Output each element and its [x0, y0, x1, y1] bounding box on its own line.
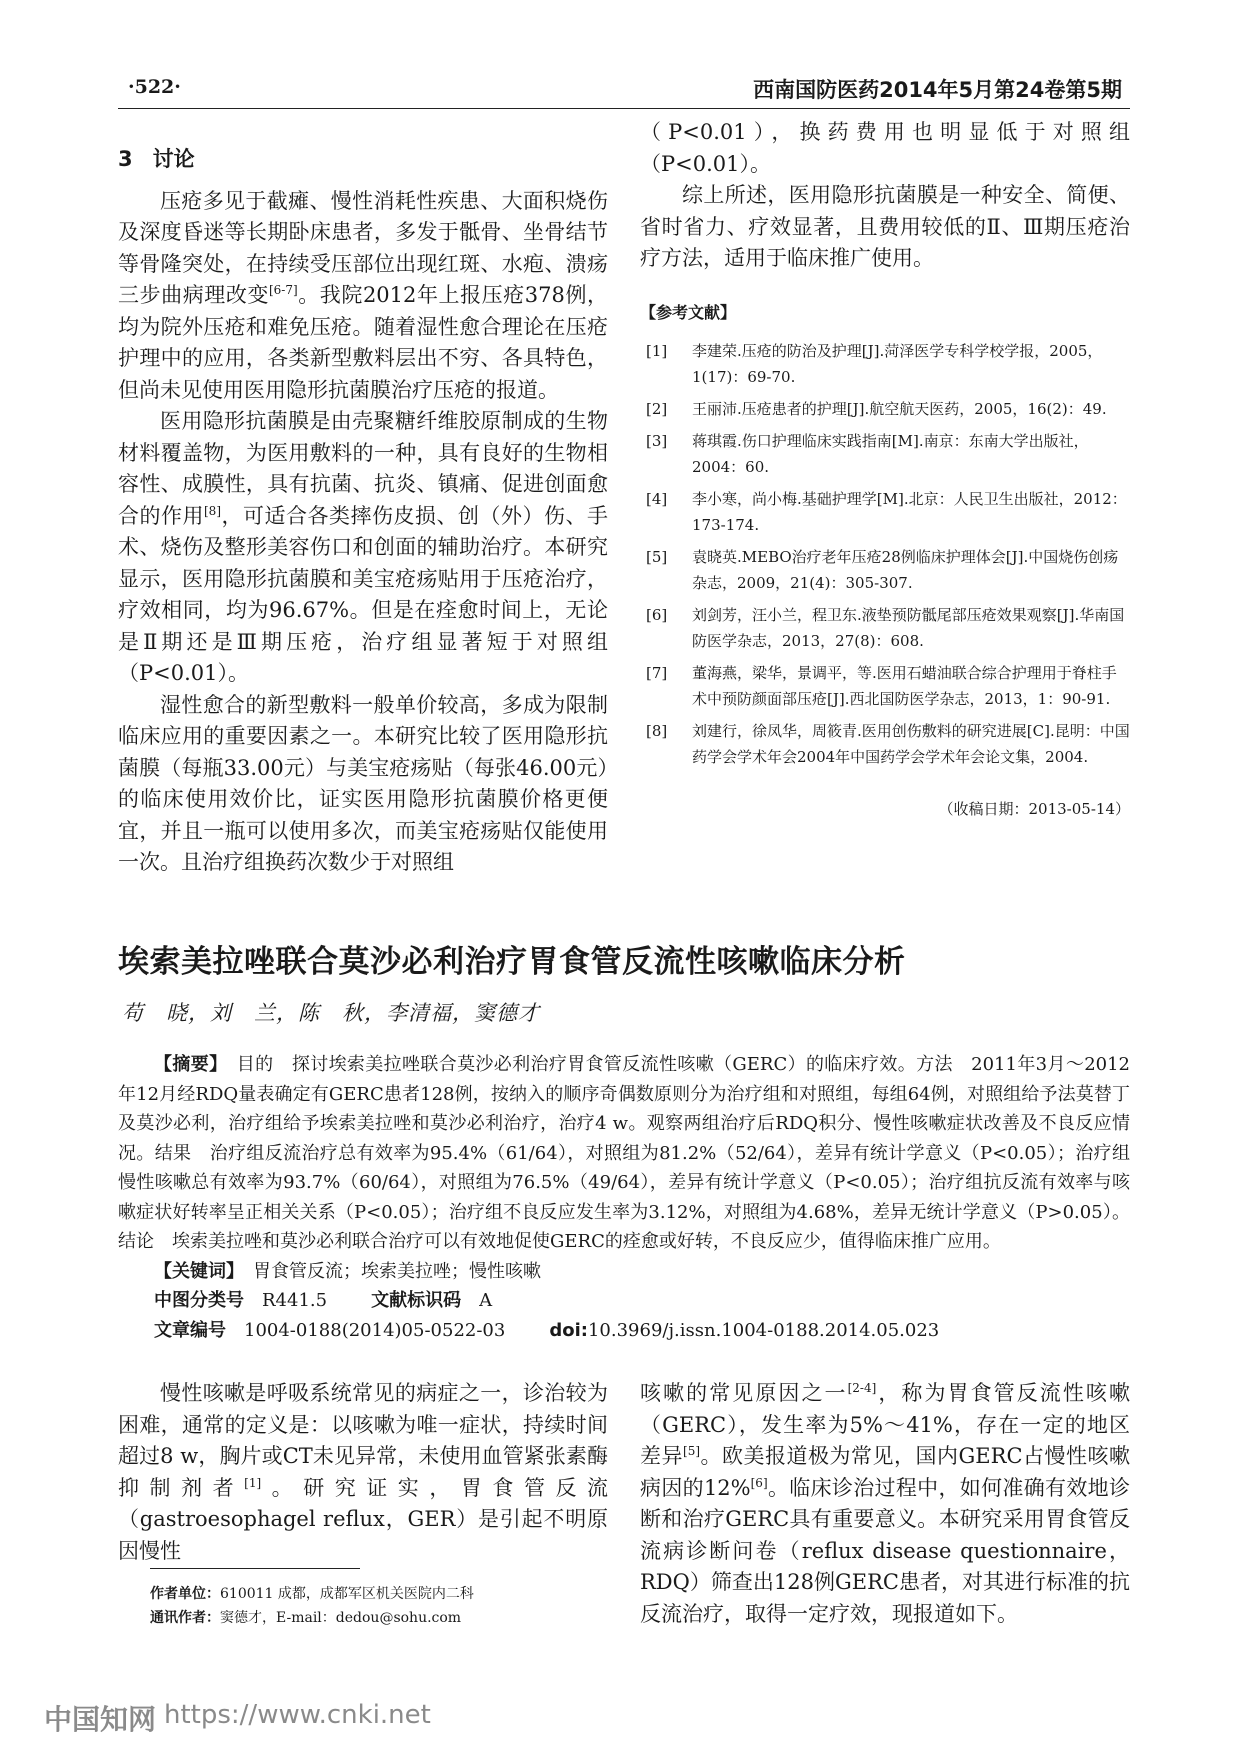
- abstract-text: 目的 探讨埃索美拉唑联合莫沙必利治疗胃食管反流性咳嗽（GERC）的临床疗效。方法 2011年3月～2012年12月经RDQ量表确定有GERC患者128例，按纳入的顺序奇偶数原则分为治疗组和对照组，每组64例，对照组给予法莫替丁及莫沙必利，治疗组给予埃索美拉唑和莫沙必利治疗，治疗4 w。观察两组治疗后RDQ积分、慢性咳嗽症状改善及不良反应情况。结果 治疗组反流治疗总有效率为95.4%（61/64），对照组为81.2%（52/64），差异有统计学意义（P<0.05）；治疗组慢性咳嗽总有效率为93.7%（60/64），对照组为76.5%（49/64），差异有统计学意义（P<0.05）；治疗组抗反流有效率与咳嗽症状好转率呈正相关关系（P<0.05）；治疗组不良反应发生率为3.12%，对照组为4.68%，差异无统计学意义（P>0.05）。结论 埃索美拉唑和莫沙必利联合治疗可以有效地促使GERC的痊愈或好转，不良反应少，值得临床推广应用。: [118, 1054, 1131, 1252]
- footnote-divider: [150, 1568, 360, 1569]
- citation: [1]: [244, 1475, 262, 1490]
- reference-item: [6] 刘剑芳，汪小兰，程卫东.液垫预防骶尾部压疮效果观察[J].华南国防医学杂志，2013，27(8)：608.: [646, 606, 1125, 650]
- paragraph: 医用隐形抗菌膜是由壳聚糖纤维胶原制成的生物材料覆盖物，为医用敷料的一种，具有良好的生物相容性、成膜性，具有抗菌、抗炎、镇痛、促进创面愈合的作用[8]，可适合各类摔伤皮损、创（外）伤、手术、烧伤及整形美容伤口和创面的辅助治疗。本研究显示，医用隐形抗菌膜和美宝疮疡贴用于压疮治疗，疗效相同，均为96.67%。但是在痊愈时间上，无论是Ⅱ期还是Ⅲ期压疮，治疗组显著短于对照组（P<0.01）。: [118, 409, 608, 685]
- classification-line: 中图分类号 R441.5 文献标识码 A: [154, 1290, 493, 1311]
- discussion-column-right: [640, 117, 1130, 826]
- doi: 10.3969/j.issn.1004-0188.2014.05.023: [587, 1319, 940, 1341]
- corresponding-author: 通讯作者：窦德才，E-mail：dedou@sohu.com: [150, 1610, 462, 1626]
- reference-item: [1] 李建荣.压疮的防治及护理[J].菏泽医学专科学校学报，2005，1(17)：69-70.: [646, 342, 1103, 386]
- section-heading: [118, 144, 608, 176]
- page-number: ·522·: [128, 76, 181, 98]
- abstract-label: 【摘要】: [154, 1054, 219, 1075]
- header-divider: [118, 108, 1130, 109]
- affiliation: 作者单位：610011 成都，成都军区机关医院内二科: [150, 1586, 474, 1602]
- running-header: [118, 74, 1130, 108]
- document-code: A: [479, 1290, 493, 1311]
- article-authors: 苟 晓，刘 兰，陈 秋，李清福，窦德才: [122, 1001, 540, 1025]
- intro-column-left: [118, 1378, 608, 1567]
- reference-item: [5] 袁晓英.MEBO治疗老年压疮28例临床护理体会[J].中国烧伤创疡杂志，2009，21(4)：305-307.: [646, 548, 1119, 592]
- paragraph: 慢性咳嗽是呼吸系统常见的病症之一，诊治较为困难，通常的定义是：以咳嗽为唯一症状，持续时间超过8 w，胸片或CT未见异常，未使用血管紧张素酶抑制剂者[1]。研究证实，胃食管反流（gastroesophagel reflux，GER）是引起不明原因慢性: [118, 1381, 609, 1563]
- reference-item: [3] 蒋琪霞.伤口护理临床实践指南[M].南京：东南大学出版社，2004：60.: [646, 432, 1089, 476]
- cnki-url: https://www.cnki.net: [164, 1700, 431, 1730]
- discussion-column-left: [118, 144, 608, 879]
- reference-item: [7] 董海燕，梁华，景调平，等.医用石蜡油联合综合护理用于脊柱手术中预防颜面部压疮[J].西北国防医学杂志，2013，1：90-91.: [646, 664, 1117, 708]
- keywords-line: 【关键词】 胃食管反流；埃索美拉唑；慢性咳嗽: [154, 1260, 541, 1282]
- paragraph-continued: （P<0.01），换药费用也明显低于对照组（P<0.01）。: [640, 120, 1130, 176]
- reference-item: [2] 王丽沛.压疮患者的护理[J].航空航天医药，2005，16(2)：49.: [646, 400, 1107, 418]
- paragraph: 综上所述，医用隐形抗菌膜是一种安全、简便、省时省力、疗效显著，且费用较低的Ⅱ、Ⅲ期压疮治疗方法，适用于临床推广使用。: [640, 183, 1130, 270]
- citation: [6]: [750, 1475, 768, 1490]
- section-number: 3: [118, 147, 133, 171]
- intro-column-right: [640, 1378, 1130, 1630]
- keywords: 胃食管反流；埃索美拉唑；慢性咳嗽: [253, 1260, 541, 1282]
- paragraph-continued: 咳嗽的常见原因之一[2-4]，称为胃食管反流性咳嗽（GERC），发生率为5%～41%，存在一定的地区差异[5]。欧美报道极为常见，国内GERC占慢性咳嗽病因的12%[6]。临床诊治过程中，如何准确有效地诊断和治疗GERC具有重要意义。本研究采用胃食管反流病诊断问卷（reflux disease questionnaire，RDQ）筛查出128例GERC患者，对其进行标准的抗反流治疗，取得一定疗效，现报道如下。: [640, 1381, 1131, 1626]
- citation: [2-4]: [847, 1381, 877, 1395]
- section-title: 讨论: [152, 147, 195, 171]
- paragraph: 压疮多见于截瘫、慢性消耗性疾患、大面积烧伤及深度昏迷等长期卧床患者，多发于骶骨、坐骨结节等骨隆突处，在持续受压部位出现红斑、水疱、溃疡三步曲病理改变[6-7]。我院2012年上报压疮378例，均为院外压疮和难免压疮。随着湿性愈合理论在压疮护理中的应用，各类新型敷料层出不穷、各具特色，但尚未见使用医用隐形抗菌膜治疗压疮的报道。: [118, 188, 609, 402]
- journal-issue: 西南国防医药2014年5月第24卷第5期: [753, 78, 1122, 102]
- citation: [6-7]: [268, 283, 298, 297]
- reference-item: [4] 李小寒，尚小梅.基础护理学[M].北京：人民卫生出版社，2012：173-174.: [646, 490, 1127, 534]
- citation: [5]: [683, 1444, 701, 1458]
- cnki-logo: 中国知网: [44, 1703, 157, 1736]
- author-footnote: [150, 1582, 620, 1630]
- references-heading: 【参考文献】: [640, 302, 737, 322]
- citation: [8]: [204, 503, 221, 518]
- abstract-block: [118, 1050, 1130, 1345]
- article-number: 1004-0188(2014)05-0522-03: [244, 1319, 506, 1341]
- received-date: （收稿日期：2013-05-14）: [938, 800, 1130, 818]
- article-title: 埃索美拉唑联合莫沙必利治疗胃食管反流性咳嗽临床分析: [118, 944, 906, 980]
- clc-code: R441.5: [262, 1290, 328, 1311]
- paragraph: 湿性愈合的新型敷料一般单价较高，多成为限制临床应用的重要因素之一。本研究比较了医用隐形抗菌膜（每瓶33.00元）与美宝疮疡贴（每张46.00元）的临床使用效价比，证实医用隐形抗菌膜价格更便宜，并且一瓶可以使用多次，而美宝疮疡贴仅能使用一次。且治疗组换药次数少于对照组: [118, 692, 608, 874]
- reference-item: [8] 刘建行，徐凤华，周筱青.医用创伤敷料的研究进展[C].昆明：中国药学会学术年会2004年中国药学会学术年会论文集，2004.: [646, 722, 1130, 766]
- reference-list: [640, 338, 1130, 770]
- article-number-line: 文章编号 1004-0188(2014)05-0522-03 doi:10.3969/j.issn.1004-0188.2014.05.023: [154, 1319, 940, 1341]
- abstract: [118, 1050, 1130, 1257]
